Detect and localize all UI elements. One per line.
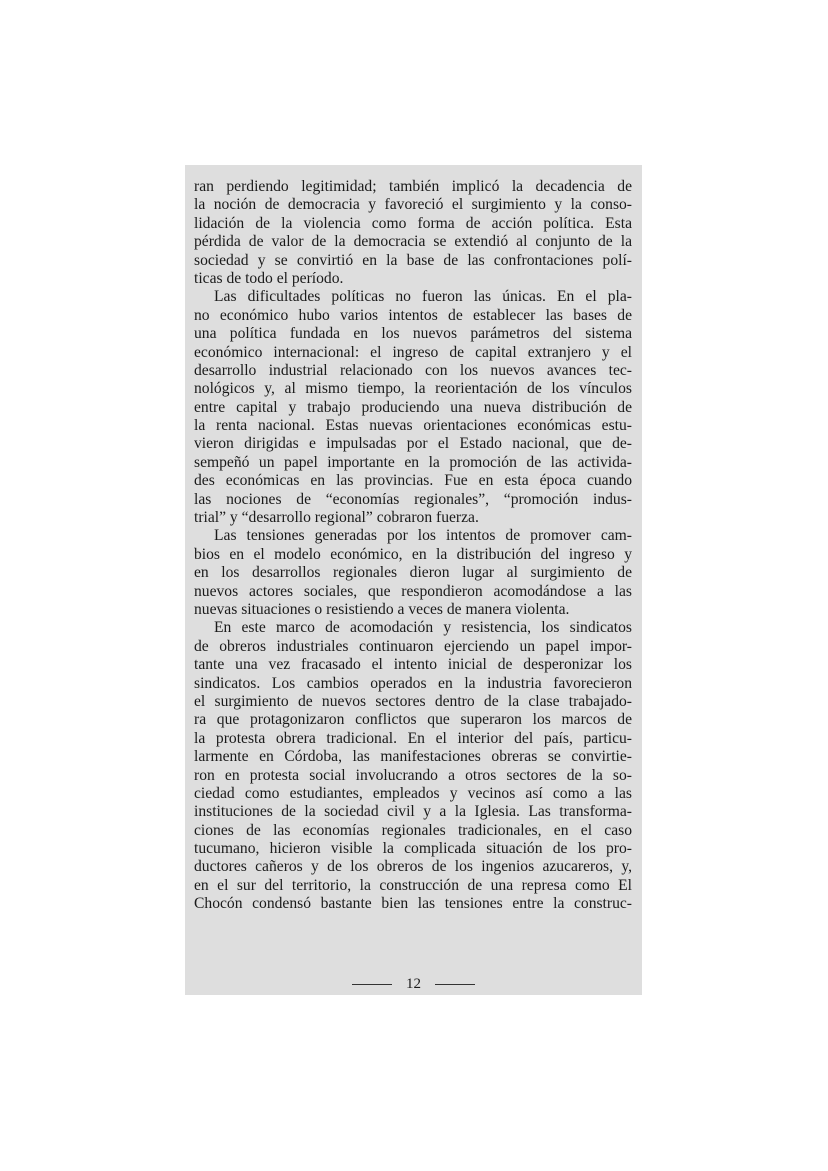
text-line: ran perdiendo legitimidad; también implicó la decadencia de: [194, 178, 632, 195]
text-line: Chocón condensó bastante bien las tensiones entre la construc-: [194, 895, 632, 913]
text-line: ra que protagonizaron conflictos que superaron los marcos de: [194, 711, 632, 729]
text-line: nuevas situaciones o resistiendo a veces de manera violenta.: [194, 600, 570, 618]
text-line: la renta nacional. Estas nuevas orientaciones económicas estu-: [194, 417, 632, 435]
body-text: [194, 178, 632, 914]
text-line: lidación de la violencia como forma de acción política. Esta: [194, 214, 632, 232]
text-line: en el sur del territorio, la construcción de una represa como El: [194, 876, 632, 894]
text-line: tante una vez fracasado el intento inicial de desperonizar los: [194, 656, 632, 674]
text-line: ciones de las economías regionales tradicionales, en el caso: [194, 821, 632, 839]
text-line: una política fundada en los nuevos parámetros del sistema: [194, 325, 632, 343]
paragraph: [194, 527, 632, 619]
text-line: vieron dirigidas e impulsadas por el Estado nacional, que de-: [194, 435, 632, 453]
text-line: instituciones de la sociedad civil y a la Iglesia. Las transforma-: [194, 803, 632, 821]
text-line: desarrollo industrial relacionado con los nuevos avances tec-: [194, 361, 632, 379]
page-folio: [185, 976, 642, 993]
text-line: ron en protesta social involucrando a otros sectores de la so-: [194, 766, 632, 784]
text-line: sempeñó un papel importante en la promoción de las activida-: [194, 453, 632, 471]
text-line: ciedad como estudiantes, empleados y vecinos así como a las: [194, 784, 632, 802]
paragraph: [194, 619, 632, 913]
folio-rule-right: [435, 984, 475, 985]
text-line: no económico hubo varios intentos de establecer las bases de: [194, 306, 632, 324]
text-line: pérdida de valor de la democracia se extendió al conjunto de la: [194, 233, 632, 251]
text-line: En este marco de acomodación y resistencia, los sindicatos: [214, 619, 632, 637]
text-line: Las tensiones generadas por los intentos de promover cam-: [214, 527, 632, 545]
page-number: 12: [406, 976, 421, 992]
text-line: las nociones de “economías regionales”, “promoción indus-: [194, 490, 632, 508]
text-line: nológicos y, al mismo tiempo, la reorientación de los vínculos: [194, 380, 632, 398]
paragraph: [194, 178, 632, 288]
text-line: tucumano, hicieron visible la complicada situación de los pro-: [194, 840, 632, 858]
paragraph: [194, 288, 632, 527]
text-line: el surgimiento de nuevos sectores dentro de la clase trabajado-: [194, 692, 632, 710]
text-line: trial” y “desarrollo regional” cobraron fuerza.: [194, 509, 479, 527]
text-line: bios en el modelo económico, en la distribución del ingreso y: [194, 545, 632, 563]
folio-rule-left: [352, 984, 392, 985]
text-line: ticas de todo el período.: [194, 269, 344, 287]
text-line: ductores cañeros y de los obreros de los ingenios azucareros, y,: [194, 858, 632, 876]
text-line: nuevos actores sociales, que respondieron acomodándose a las: [194, 582, 632, 600]
text-line: entre capital y trabajo produciendo una nueva distribución de: [194, 398, 632, 416]
text-line: la protesta obrera tradicional. En el interior del país, particu-: [194, 729, 632, 747]
text-line: en los desarrollos regionales dieron lugar al surgimiento de: [194, 564, 632, 582]
text-line: de obreros industriales continuaron ejerciendo un papel impor-: [194, 637, 632, 655]
text-line: larmente en Córdoba, las manifestaciones obreras se convirtie-: [194, 748, 632, 766]
text-line: la noción de democracia y favoreció el surgimiento y la conso-: [194, 196, 632, 214]
text-line: des económicas en las provincias. Fue en esta época cuando: [194, 472, 632, 490]
text-line: sociedad y se convirtió en la base de las confrontaciones polí-: [194, 251, 632, 269]
text-line: sindicatos. Los cambios operados en la industria favorecieron: [194, 674, 632, 692]
text-line: económico internacional: el ingreso de capital extranjero y el: [194, 343, 632, 361]
text-line: Las dificultades políticas no fueron las únicas. En el pla-: [214, 288, 632, 306]
